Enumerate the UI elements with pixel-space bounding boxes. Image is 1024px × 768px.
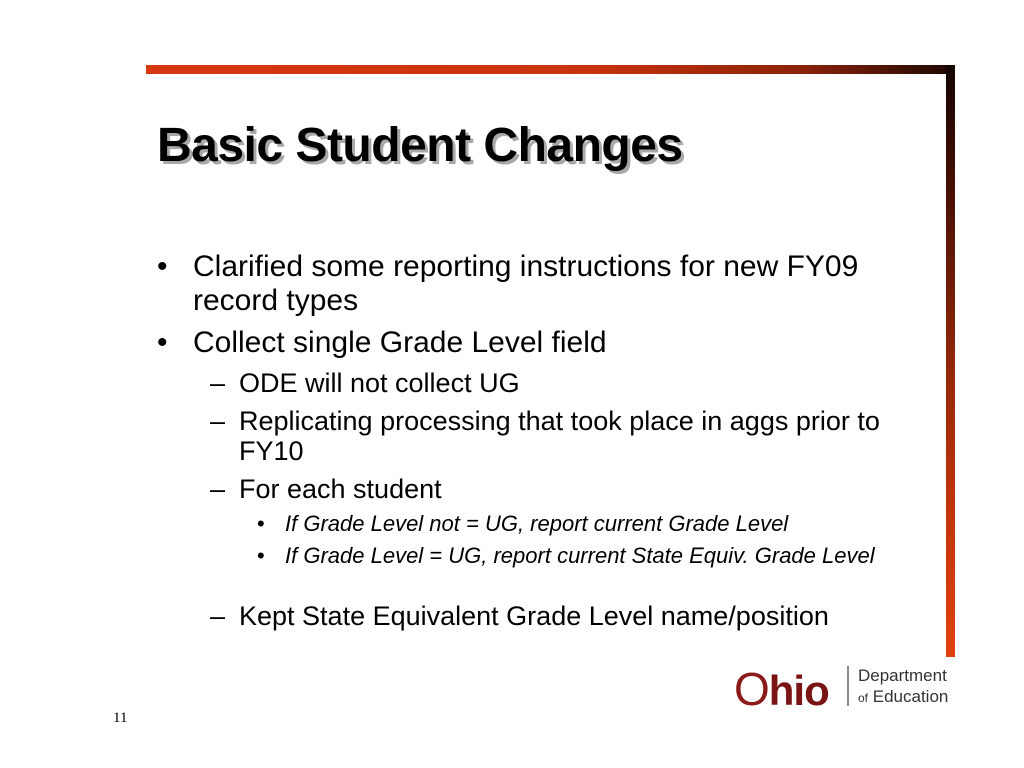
sub-bullet-item: – Kept State Equivalent Grade Level name/position <box>239 601 899 631</box>
bullet-item: • Clarified some reporting instructions for new FY09 record types <box>193 250 903 318</box>
slide-title: Basic Student Changes <box>157 119 683 172</box>
page-number: 11 <box>113 710 128 726</box>
logo-divider <box>847 666 849 706</box>
logo-education-line: of Education <box>858 687 949 706</box>
logo-department: Department <box>858 666 947 685</box>
sub-bullet-item: – For each student <box>239 474 899 504</box>
sub-bullet-item: – Replicating processing that took place in aggs prior to FY10 <box>239 406 899 466</box>
logo-department-text <box>858 665 948 709</box>
sub-sub-bullet-item: • If Grade Level not = UG, report current Grade Level <box>285 511 905 537</box>
ohio-wordmark: Ohio <box>734 663 829 715</box>
ohio-department-of-education-logo <box>734 663 958 715</box>
sub-sub-bullet-item: • If Grade Level = UG, report current State Equiv. Grade Level <box>285 543 885 569</box>
bullet-item: • Collect single Grade Level field <box>193 326 903 360</box>
sub-bullet-item: – ODE will not collect UG <box>239 368 899 398</box>
